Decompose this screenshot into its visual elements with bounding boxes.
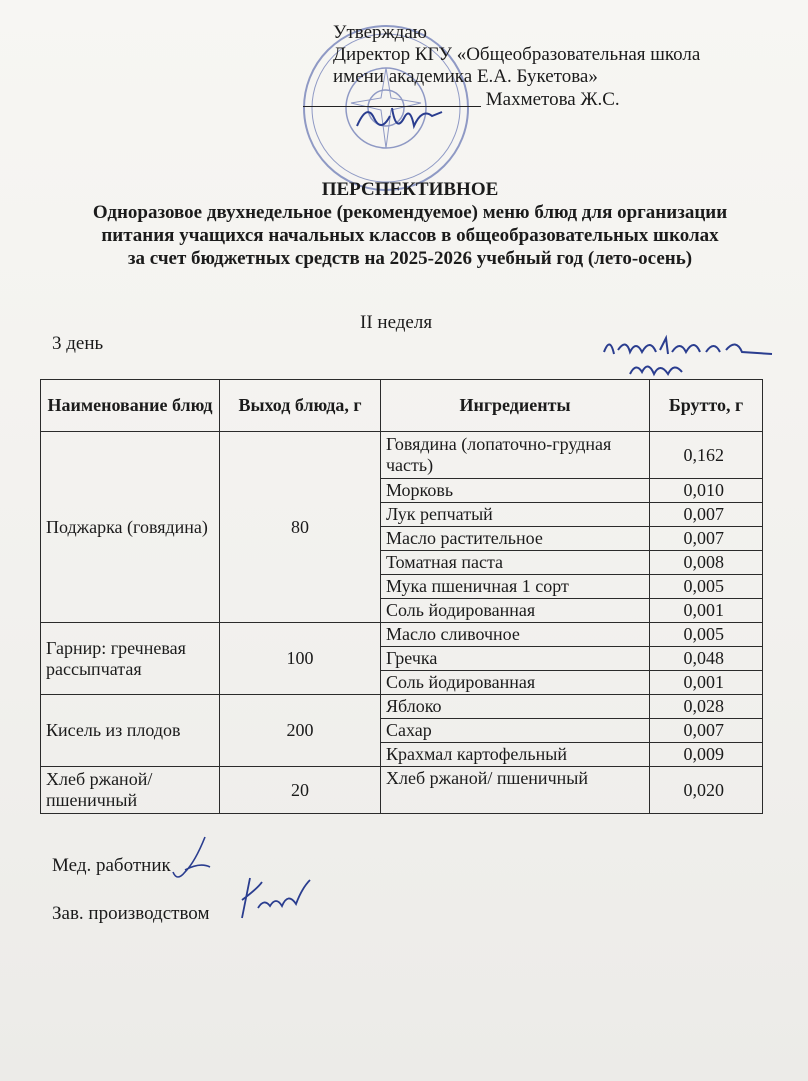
ingredient-brutto: 0,005: [650, 623, 763, 647]
title-line-2: питания учащихся начальных классов в общеобразовательных школах: [101, 225, 719, 246]
ingredient-brutto: 0,007: [650, 719, 763, 743]
dish-output: 200: [220, 695, 381, 767]
ingredient-name: Лук репчатый: [381, 503, 650, 527]
production-signature-label: Зав. производством: [52, 903, 210, 924]
handwritten-date-icon: [596, 330, 782, 382]
director-signature-icon: [352, 98, 482, 138]
ingredient-name: Гречка: [381, 647, 650, 671]
day-label: 3 день: [52, 333, 104, 354]
ingredient-name: Масло сливочное: [381, 623, 650, 647]
dish-output: 20: [220, 767, 381, 814]
table-row: [41, 623, 763, 647]
dish-name: Кисель из плодов: [41, 695, 220, 767]
dish-output: 100: [220, 623, 381, 695]
ingredient-name: Яблоко: [381, 695, 650, 719]
table-row: [41, 432, 763, 479]
ingredient-brutto: 0,001: [650, 671, 763, 695]
ingredient-brutto: 0,028: [650, 695, 763, 719]
ingredient-brutto: 0,008: [650, 551, 763, 575]
ingredient-name: Крахмал картофельный: [381, 743, 650, 767]
header-dish-name: Наименование блюд: [41, 380, 220, 432]
title-line-3: за счет бюджетных средств на 2025-2026 учебный год (лето-осень): [127, 248, 693, 269]
menu-table: [40, 379, 763, 814]
ingredient-brutto: 0,005: [650, 575, 763, 599]
table-row: [41, 695, 763, 719]
ingredient-brutto: 0,007: [650, 503, 763, 527]
ingredient-name: Соль йодированная: [381, 599, 650, 623]
approval-heading: Утверждаю: [333, 22, 427, 43]
dish-output: 80: [220, 432, 381, 623]
medic-signature-label: Мед. работник: [52, 855, 171, 876]
ingredient-name: Хлеб ржаной/ пшеничный: [381, 767, 650, 814]
medic-signature-icon: [165, 832, 225, 892]
week-label: II неделя: [360, 312, 433, 333]
ingredient-brutto: 0,162: [650, 432, 763, 479]
dish-name: Поджарка (говядина): [41, 432, 220, 623]
ingredient-name: Томатная паста: [381, 551, 650, 575]
production-signature-icon: [228, 868, 318, 928]
ingredient-name: Морковь: [381, 479, 650, 503]
approval-director: Директор КГУ «Общеобразовательная школа: [333, 44, 701, 65]
title-heading: ПЕРСПЕКТИВНОЕ: [321, 179, 499, 200]
approval-name: Махметова Ж.С.: [485, 89, 620, 110]
ingredient-brutto: 0,010: [650, 479, 763, 503]
ingredient-name: Говядина (лопаточно-грудная часть): [381, 432, 650, 479]
title-line-1: Одноразовое двухнедельное (рекомендуемое) меню блюд для организации: [92, 202, 728, 223]
approval-school: имени академика Е.А. Букетова»: [333, 66, 598, 87]
document-title: [20, 178, 800, 270]
ingredient-brutto: 0,001: [650, 599, 763, 623]
ingredient-brutto: 0,009: [650, 743, 763, 767]
ingredient-brutto: 0,007: [650, 527, 763, 551]
header-brutto: Брутто, г: [650, 380, 763, 432]
ingredient-name: Мука пшеничная 1 сорт: [381, 575, 650, 599]
ingredient-brutto: 0,020: [650, 767, 763, 814]
ingredient-name: Сахар: [381, 719, 650, 743]
table-row: [41, 767, 763, 814]
table-header-row: [41, 380, 763, 432]
dish-name: Хлеб ржаной/ пшеничный: [41, 767, 220, 814]
header-output: Выход блюда, г: [220, 380, 381, 432]
dish-name: Гарнир: гречневая рассыпчатая: [41, 623, 220, 695]
ingredient-name: Масло растительное: [381, 527, 650, 551]
ingredient-name: Соль йодированная: [381, 671, 650, 695]
ingredient-brutto: 0,048: [650, 647, 763, 671]
header-ingredients: Ингредиенты: [381, 380, 650, 432]
